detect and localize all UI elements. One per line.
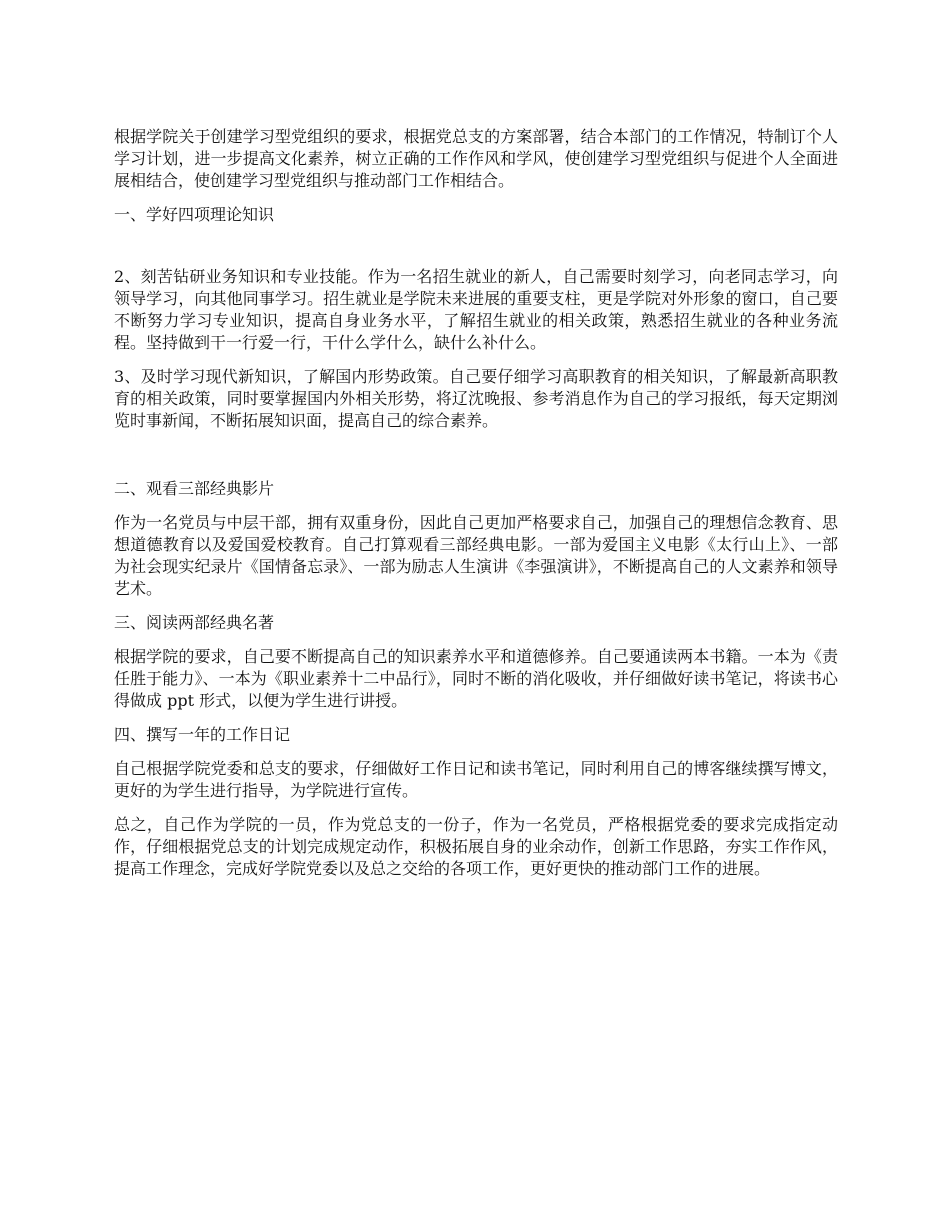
- section-heading-books: 三、阅读两部经典名著: [114, 613, 275, 632]
- document-page: [114, 126, 838, 892]
- intro-paragraph: 根据学院关于创建学习型党组织的要求，根据党总支的方案部署，结合本部门的工作情况，特制订个人学习计划，进一步提高文化素养，树立正确的工作作风和学风，使创建学习型党组织与促进个人全面进展相结合，使创建学习型党组织与推动部门工作相结合。: [114, 127, 838, 190]
- paragraph-item-2: 2、刻苦钻研业务知识和专业技能。作为一名招生就业的新人，自己需要时刻学习，向老同志学习，向领导学习，向其他同事学习。招生就业是学院未来进展的重要支柱，更是学院对外形象的窗口，自己要不断努力学习专业知识，提高自身业务水平，了解招生就业的相关政策，熟悉招生就业的各种业务流程。坚持做到干一行爱一行，干什么学什么，缺什么补什么。: [114, 267, 838, 352]
- paragraph-item-3: 3、及时学习现代新知识，了解国内形势政策。自己要仔细学习高职教育的相关知识，了解最新高职教育的相关政策，同时要掌握国内外相关形势，将辽沈晚报、参考消息作为自己的学习报纸，每天定期浏览时事新闻，不断拓展知识面，提高自己的综合素养。: [114, 367, 838, 430]
- paragraph-films: 作为一名党员与中层干部，拥有双重身份，因此自己更加严格要求自己，加强自己的理想信念教育、思想道德教育以及爱国爱校教育。自己打算观看三部经典电影。一部为爱国主义电影《太行山上》、一部为社会现实纪录片《国情备忘录》、一部为励志人生演讲《李强演讲》，不断提高自己的人文素养和领导艺术。: [114, 513, 838, 598]
- paragraph-books: 根据学院的要求，自己要不断提高自己的知识素养水平和道德修养。自己要通读两本书籍。一本为《责任胜于能力》、一本为《职业素养十二中品行》，同时不断的消化吸收，并仔细做好读书笔记，将读书心得做成 ppt 形式，以便为学生进行讲授。: [114, 647, 838, 710]
- section-heading-films: 二、观看三部经典影片: [114, 479, 275, 498]
- conclusion-paragraph: 总之，自己作为学院的一员，作为党总支的一份子，作为一名党员，严格根据党委的要求完成指定动作，仔细根据党总支的计划完成规定动作，积极拓展自身的业余动作，创新工作思路，夯实工作作风，提高工作理念，完成好学院党委以及总之交给的各项工作，更好更快的推动部门工作的进展。: [114, 815, 838, 878]
- paragraph-diary: 自己根据学院党委和总支的要求，仔细做好工作日记和读书笔记，同时利用自己的博客继续撰写博文，更好的为学生进行指导，为学院进行宣传。: [114, 759, 838, 800]
- section-heading-theory: 一、学好四项理论知识: [114, 205, 275, 224]
- blank-space: [114, 238, 838, 266]
- section-heading-diary: 四、撰写一年的工作日记: [114, 725, 291, 744]
- blank-space: [114, 444, 838, 478]
